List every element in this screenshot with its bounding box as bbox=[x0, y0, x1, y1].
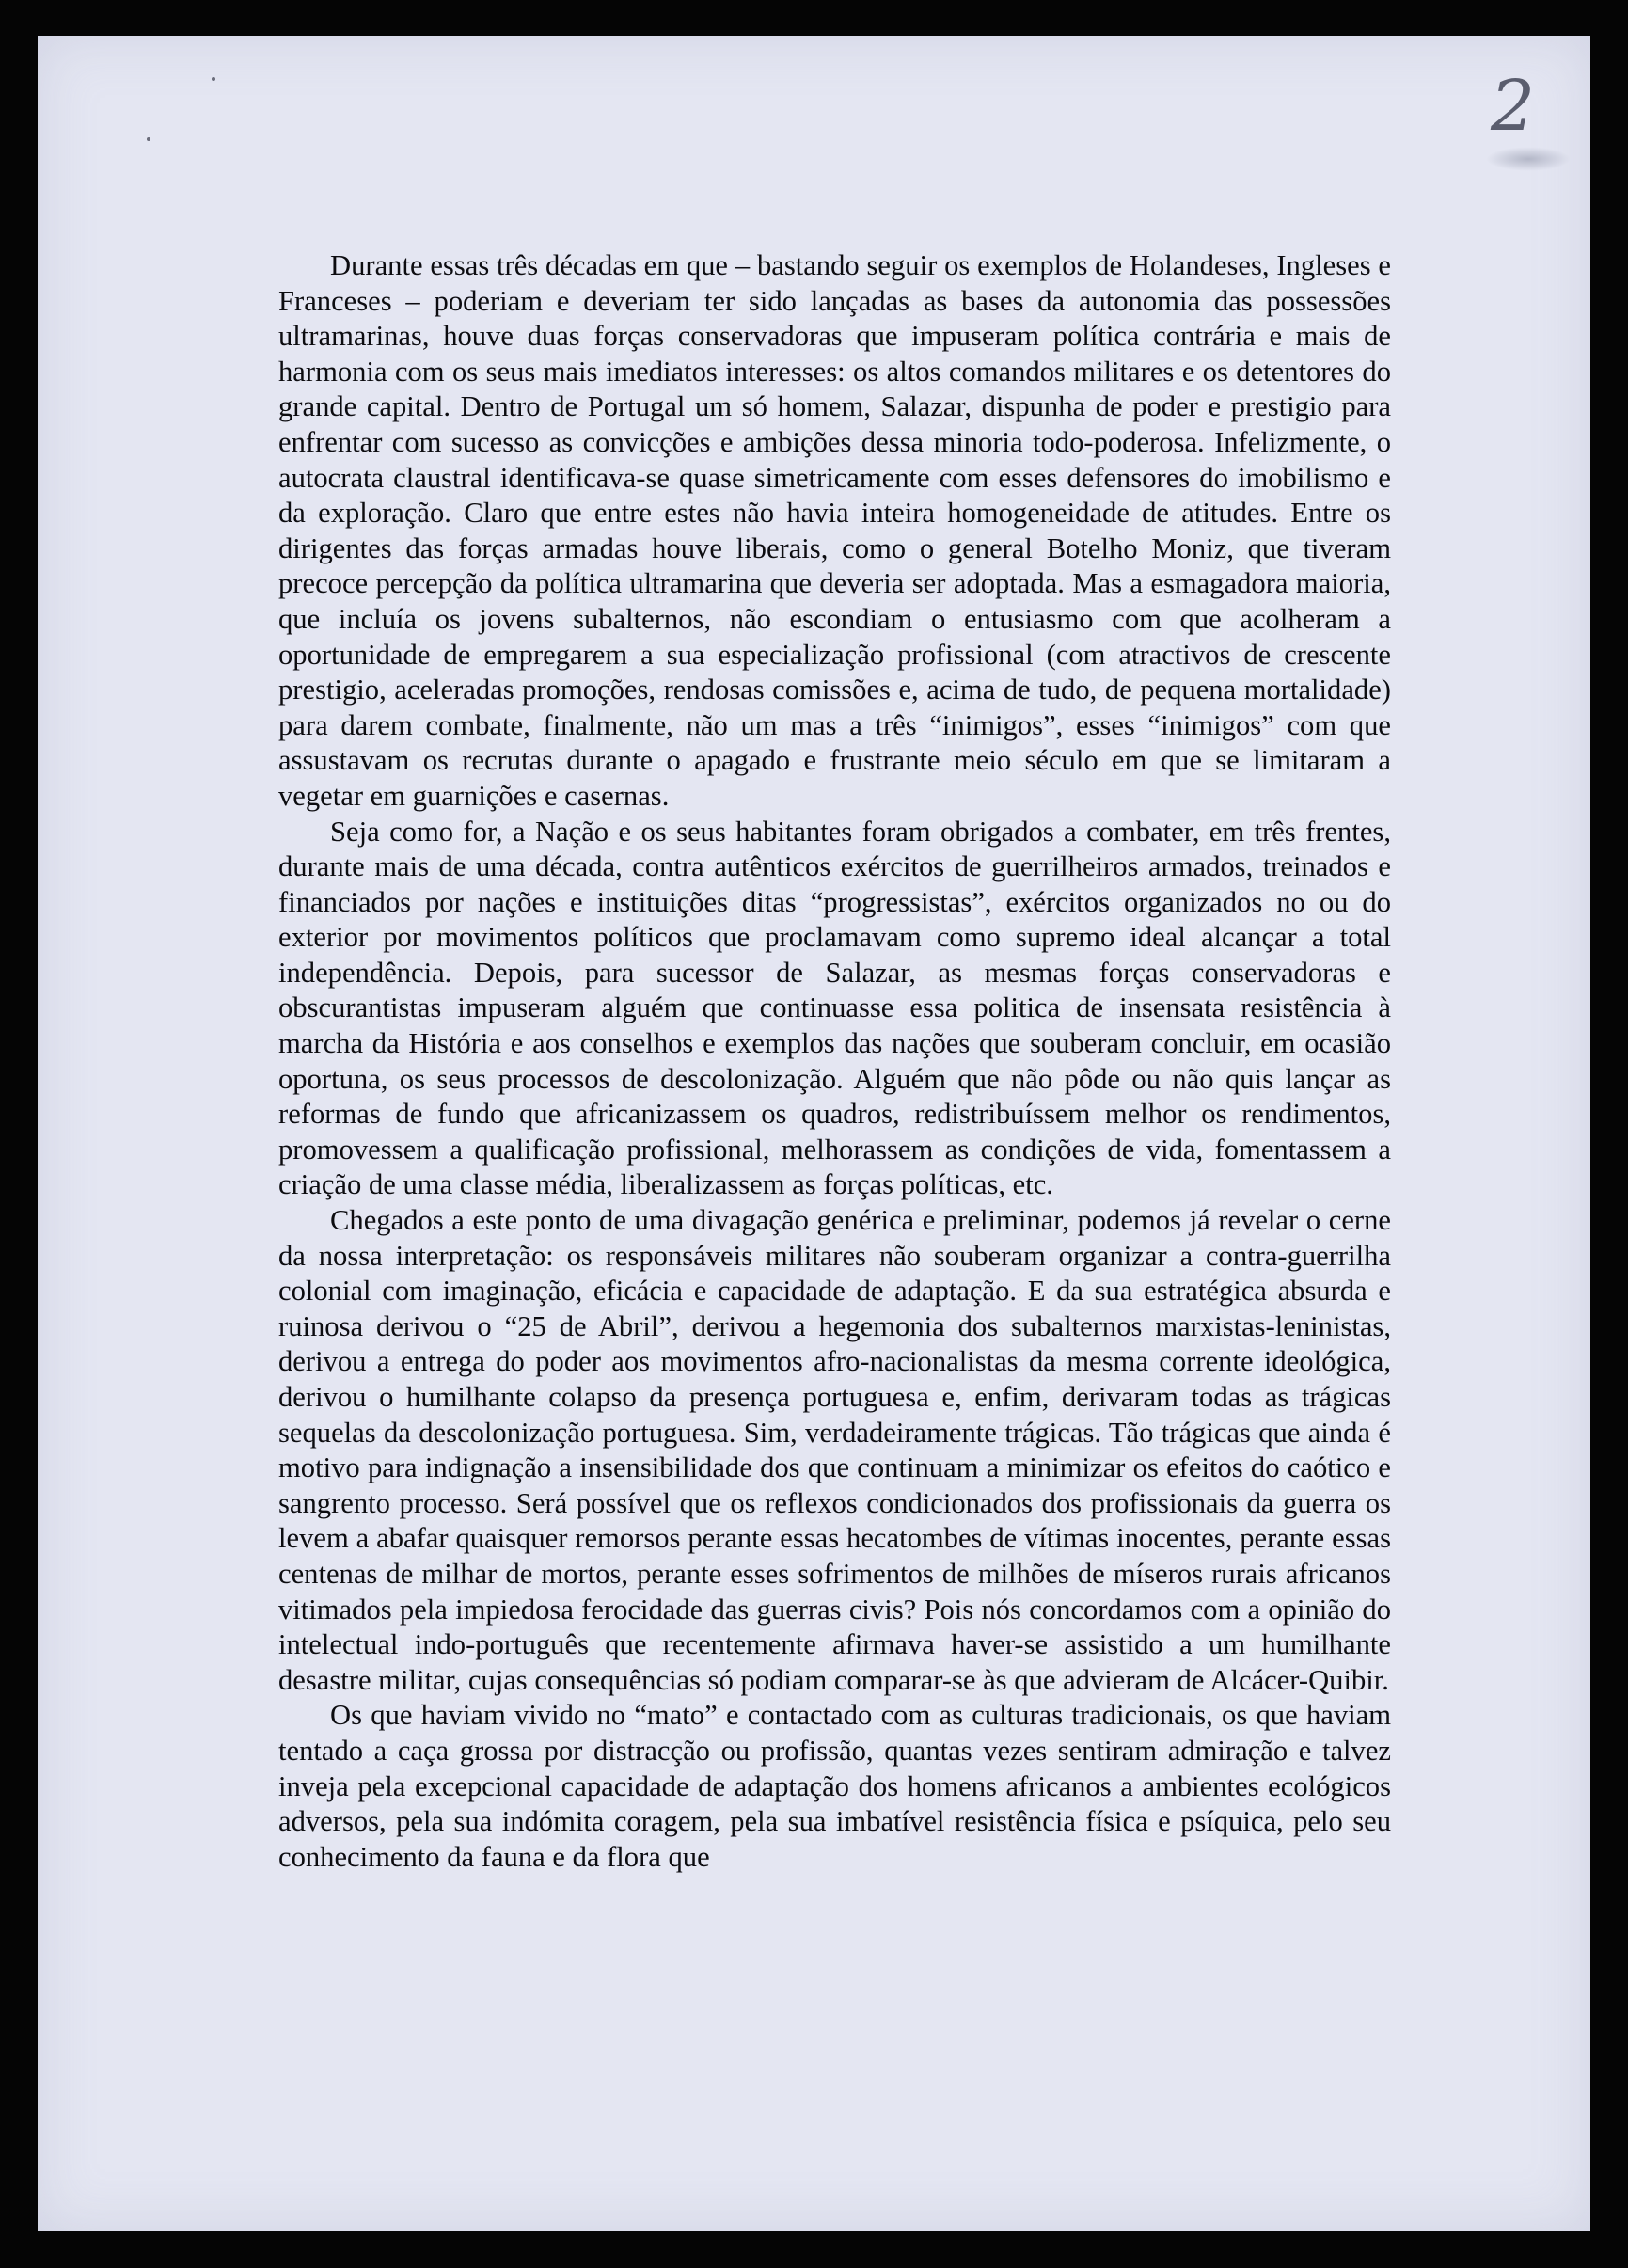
body-text bbox=[278, 248, 1391, 1875]
handwritten-page-number: 2 bbox=[1491, 66, 1536, 147]
scan-speck bbox=[212, 77, 215, 81]
paragraph-1: Durante essas três décadas em que – bastando seguir os exemplos de Holandeses, Ingleses e Franceses – poderiam e deveriam ter sido lançadas as bases da autonomia das possessões ultramarinas, houve duas forças conservadoras que impuseram política contrária e mais de harmonia com os seus mais imediatos interesses: os altos comandos militares e os detentores do grande capital. Dentro de Portugal um só homem, Salazar, dispunha de poder e prestigio para enfrentar com sucesso as convicções e ambições dessa minoria todo-poderosa. Infelizmente, o autocrata claustral identificava-se quase simetricamente com esses defensores do imobilismo e da exploração. Claro que entre estes não havia inteira homogeneidade de atitudes. Entre os dirigentes das forças armadas houve liberais, como o general Botelho Moniz, que tiveram precoce percepção da política ultramarina que deveria ser adoptada. Mas a esmagadora maioria, que incluía os jovens subalternos, não escondiam o entusiasmo com que acolheram a oportunidade de empregarem a sua especialização profissional (com atractivos de crescente prestigio, aceleradas promoções, rendosas comissões e, acima de tudo, de pequena mortalidade) para darem combate, finalmente, não um mas a três “inimigos”, esses “inimigos” com que assustavam os recrutas durante o apagado e frustrante meio século em que se limitaram a vegetar em guarnições e casernas. bbox=[278, 249, 1391, 812]
scan-speck bbox=[147, 137, 150, 141]
document-page bbox=[38, 36, 1590, 2231]
scan-smudge bbox=[1486, 147, 1571, 171]
paragraph-4: Os que haviam vivido no “mato” e contactado com as culturas tradicionais, os que haviam tentado a caça grossa por distracção ou profissão, quantas vezes sentiram admiração e talvez inveja pela excepcional capacidade de adaptação dos homens africanos a ambientes ecológicos adversos, pela sua indómita coragem, pela sua imbatível resistência física e psíquica, pelo seu conhecimento da fauna e da flora que bbox=[278, 1699, 1391, 1873]
paragraph-2: Seja como for, a Nação e os seus habitantes foram obrigados a combater, em três frentes, durante mais de uma década, contra autênticos exércitos de guerrilheiros armados, treinados e financiados por nações e instituições ditas “progressistas”, exércitos organizados no ou do exterior por movimentos políticos que proclamavam como supremo ideal alcançar a total independência. Depois, para sucessor de Salazar, as mesmas forças conservadoras e obscurantistas impuseram alguém que continuasse essa politica de insensata resistência à marcha da História e aos conselhos e exemplos das nações que souberam concluir, em ocasião oportuna, os seus processos de descolonização. Alguém que não pôde ou não quis lançar as reformas de fundo que africanizassem os quadros, redistribuíssem melhor os rendimentos, promovessem a qualificação profissional, melhorassem as condições de vida, fomentassem a criação de uma classe média, liberalizassem as forças políticas, etc. bbox=[278, 815, 1391, 1201]
paragraph-3: Chegados a este ponto de uma divagação genérica e preliminar, podemos já revelar o cerne da nossa interpretação: os responsáveis militares não souberam organizar a contra-guerrilha colonial com imaginação, eficácia e capacidade de adaptação. E da sua estratégica absurda e ruinosa derivou o “25 de Abril”, derivou a hegemonia dos subalternos marxistas-leninistas, derivou a entrega do poder aos movimentos afro-nacionalistas da mesma corrente ideológica, derivou o humilhante colapso da presença portuguesa e, enfim, derivaram todas as trágicas sequelas da descolonização portuguesa. Sim, verdadeiramente trágicas. Tão trágicas que ainda é motivo para indignação a insensibilidade dos que continuam a minimizar os efeitos do caótico e sangrento processo. Será possível que os reflexos condicionados dos profissionais da guerra os levem a abafar quaisquer remorsos perante essas hecatombes de vítimas inocentes, perante essas centenas de milhar de mortos, perante esses sofrimentos de milhões de míseros rurais africanos vitimados pela impiedosa ferocidade das guerras civis? Pois nós concordamos com a opinião do intelectual indo-português que recentemente afirmava haver-se assistido a um humilhante desastre militar, cujas consequências só podiam comparar-se às que advieram de Alcácer-Quibir. bbox=[278, 1204, 1391, 1696]
